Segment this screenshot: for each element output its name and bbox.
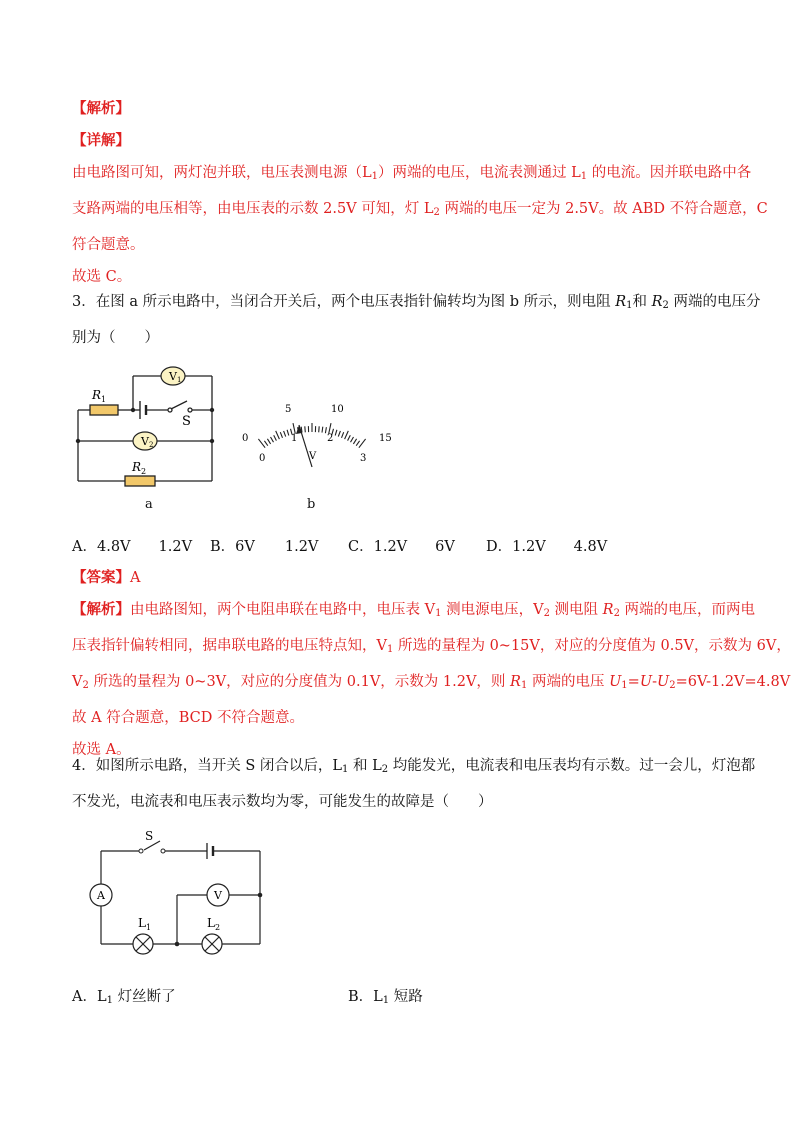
dial-tick (342, 432, 344, 438)
dial-tick (276, 431, 280, 439)
q3-option-b[interactable]: B．6V 1.2V (210, 539, 319, 555)
q4-line-2: 不发光，电流表和电压表示数均为零，可能发生的故障是（ ） (72, 794, 493, 810)
outer-tick-0: 0 (242, 433, 249, 444)
detail-line-1: 由电路图可知，两灯泡并联，电压表测电源$(L_1)$两端的电压，电流表测通过 $L_1$ 的电流。因并联电路中各 (72, 165, 752, 182)
q3-choose-line: 故选 A。 (72, 742, 131, 758)
switch-label: S (182, 414, 191, 429)
resistor-r1 (90, 405, 118, 415)
resistor-r2 (125, 476, 155, 486)
inner-tick-2: 2 (327, 433, 334, 444)
q3-option-c[interactable]: C．1.2V 6V (348, 539, 455, 555)
q4-option-a[interactable]: A．$L_1$ 灯丝断了 (72, 989, 176, 1006)
dial-tick (322, 427, 323, 433)
analysis-block (72, 93, 768, 293)
q3-option-a[interactable]: A．4.8V 1.2V (72, 539, 193, 555)
answer-line: 【答案】A (72, 569, 141, 586)
dial-tick (284, 431, 286, 437)
q3-analysis-line-3: $V_2$ 所选的量程为 0~3V，对应的分度值为 0.1V，示数为 1.2V，则 $R_1$ 两端的电压 $U_1=U-U_2=6V-1.2V=4.8V$ (72, 674, 791, 691)
voltmeter-label: V (214, 889, 222, 902)
dial-tick (351, 437, 354, 442)
q3-solution (72, 562, 791, 766)
q4-option-b[interactable]: B．$L_1$ 短路 (348, 989, 423, 1006)
q3-line-1: 3．在图 a 所示电路中，当闭合开关后，两个电压表指针偏转均为图 b 所示，则电阻 $R_1$和 $R_2$ 两端的电压分 (72, 294, 761, 311)
v1-label: V1 (169, 370, 182, 384)
r1-label: $R_1$ (92, 388, 107, 404)
analysis-label: 【解析】 (72, 100, 130, 117)
v2-label: V2 (141, 435, 154, 449)
q3-line-2: 别为（ ） (72, 330, 159, 346)
voltmeter-dial-b (232, 395, 402, 470)
outer-tick-10: 10 (331, 404, 344, 415)
outer-tick-5: 5 (285, 404, 292, 415)
detail-line-2: 支路两端的电压相等，由电压表的示数 2.5V 可知，灯 $L_2$ 两端的电压一定为 2.5V。故 ABD 不符合题意，C (72, 201, 768, 218)
outer-tick-15: 15 (379, 433, 392, 444)
figure-a-caption: a (145, 497, 153, 512)
dial-tick (258, 439, 265, 448)
q3-option-d[interactable]: D．1.2V 4.8V (486, 539, 608, 555)
dial-tick (271, 437, 274, 442)
dial-tick (353, 439, 356, 444)
detail-label: 【详解】 (72, 132, 130, 149)
dial-tick (338, 431, 340, 437)
ammeter-label: A (97, 889, 105, 902)
r2-label: $R_2$ (132, 460, 147, 476)
circuit-diagram-q4 (84, 822, 274, 957)
dial-tick (356, 441, 359, 446)
dial-tick (345, 431, 349, 439)
dial-tick (267, 439, 270, 444)
inner-tick-1: 1 (291, 433, 298, 444)
q3-analysis-line-1: 【解析】由电路图知，两个电阻串联在电路中，电压表 $V_1$ 测电源电压，$V_2$ 测电阻 $R_2$ 两端的电压，而两电 (72, 601, 756, 619)
dial-tick (287, 430, 289, 436)
detail-line-3: 符合题意。 (72, 237, 145, 253)
q3-analysis-line-4: 故 A 符合题意，BCD 不符合题意。 (72, 710, 304, 726)
dial-tick (264, 441, 267, 446)
inner-tick-0: 0 (259, 453, 266, 464)
choose-line: 故选 C。 (72, 269, 132, 285)
dial-tick (305, 426, 306, 432)
figure-b-caption: b (307, 497, 316, 512)
dial-tick (319, 426, 320, 432)
dial-tick (348, 435, 351, 440)
l1-label: $L_1$ (138, 916, 152, 932)
q3-analysis-line-2: 压表指针偏转相同，据串联电路的电压特点知，$V_1$ 所选的量程为 0~15V，对应的分度值为 0.5V，示数为 6V， (72, 638, 791, 655)
l2-label: $L_2$ (207, 916, 221, 932)
circuit-diagram-a (70, 362, 230, 492)
lamp-l1 (133, 934, 153, 954)
lamp-l2 (202, 934, 222, 954)
inner-tick-3: 3 (360, 453, 367, 464)
dial-tick (274, 435, 277, 440)
question-3-stem (72, 286, 761, 354)
q4-line-1: 4．如图所示电路，当开关 S 闭合以后，$L_1$ 和 $L_2$ 均能发光，电流表和电压表均有示数。过一会儿，灯泡都 (72, 758, 756, 775)
question-4-stem (72, 750, 756, 818)
switch-label: S (145, 829, 154, 843)
dial-tick (335, 430, 337, 436)
dial-tick (359, 439, 366, 448)
dial-unit: V (309, 451, 317, 462)
dial-tick (280, 432, 282, 438)
